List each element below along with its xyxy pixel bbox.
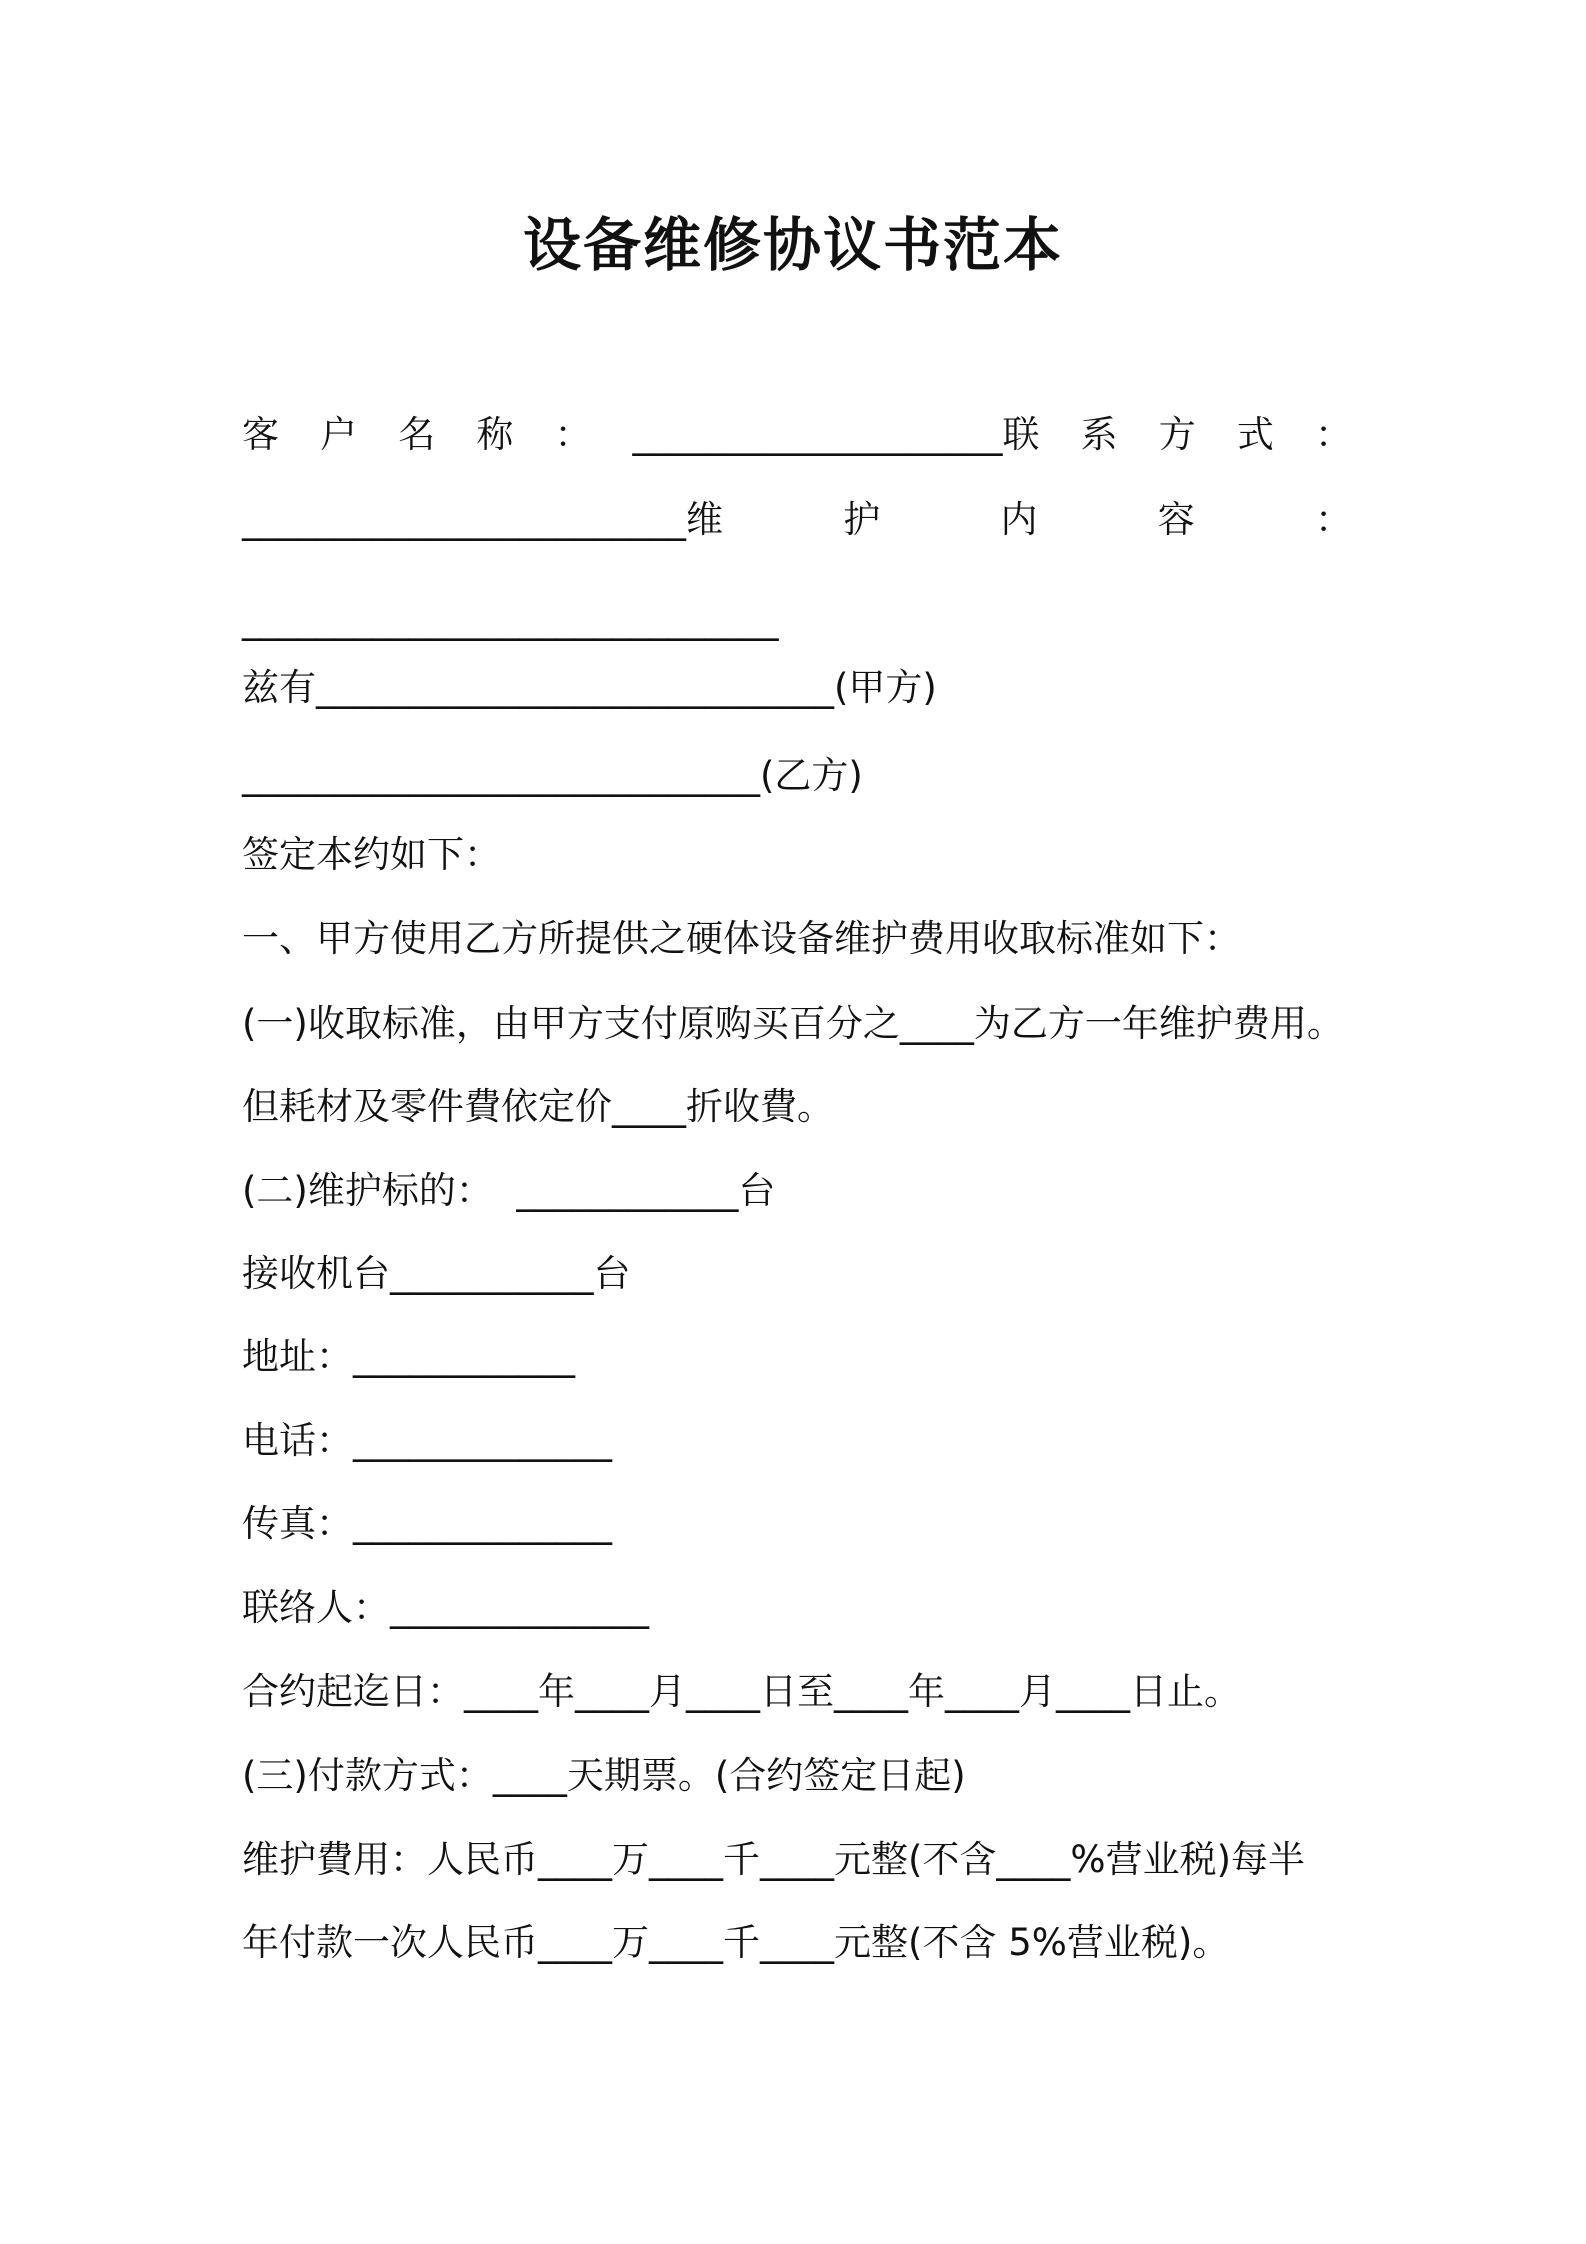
address-line: 地址：____________ — [242, 1335, 575, 1378]
fee-standard-line: (一)收取标准，由甲方支付原购买百分之____为乙方一年维护费用。 — [242, 1002, 1344, 1045]
agreement-intro: 签定本约如下： — [242, 833, 501, 876]
text-segment: 名 — [398, 413, 436, 456]
maintenance-target-line: (二)维护标的： ____________台 — [242, 1169, 776, 1212]
fax-line: 传真：______________ — [242, 1502, 612, 1545]
text-segment: 方 — [1158, 413, 1196, 456]
payment-method-line: (三)付款方式：____天期票。(合约签定日起) — [242, 1754, 966, 1797]
text-segment: ： — [554, 413, 592, 456]
document-title: 设备维修协议书范本 — [522, 211, 1063, 279]
maintenance-fee-line: 维护費用：人民币____万____千____元整(不含____%营业税)每半 — [242, 1838, 1306, 1881]
contract-period-line: 合约起迄日：____年____月____日至____年____月____日止。 — [242, 1670, 1241, 1713]
party-a-line: 兹有____________________________(甲方) — [242, 666, 937, 709]
text-segment: 容 — [1157, 498, 1195, 541]
blank-line: _____________________________ — [242, 598, 779, 641]
text-segment: 户 — [320, 413, 358, 456]
party-b-line: ____________________________(乙方) — [242, 754, 863, 797]
text-segment: 内 — [1000, 498, 1038, 541]
text-segment: 称 — [476, 413, 514, 456]
parts-fee-line: 但耗材及零件費依定价____折收費。 — [242, 1085, 834, 1128]
text-segment: 客 — [242, 413, 279, 456]
text-segment: 式 — [1236, 413, 1274, 456]
semiannual-payment-line: 年付款一次人民币____万____千____元整(不含 5%营业税)。 — [242, 1921, 1230, 1964]
contact-person-line: 联络人：______________ — [242, 1586, 649, 1629]
text-segment: 系 — [1080, 413, 1118, 456]
maintenance-content-line — [242, 490, 1352, 550]
customer-contact-line — [242, 405, 1352, 465]
phone-line: 电话：______________ — [242, 1419, 612, 1462]
text-segment: ____________________联 — [632, 413, 1040, 456]
text-segment: ： — [1315, 498, 1352, 541]
text-segment: ________________________维 — [242, 498, 723, 541]
section-one-heading: 一、甲方使用乙方所提供之硬体设备维护费用收取标准如下： — [242, 917, 1241, 960]
receiver-units-line: 接收机台___________台 — [242, 1252, 631, 1295]
text-segment: ： — [1314, 413, 1352, 456]
text-segment: 护 — [843, 498, 881, 541]
